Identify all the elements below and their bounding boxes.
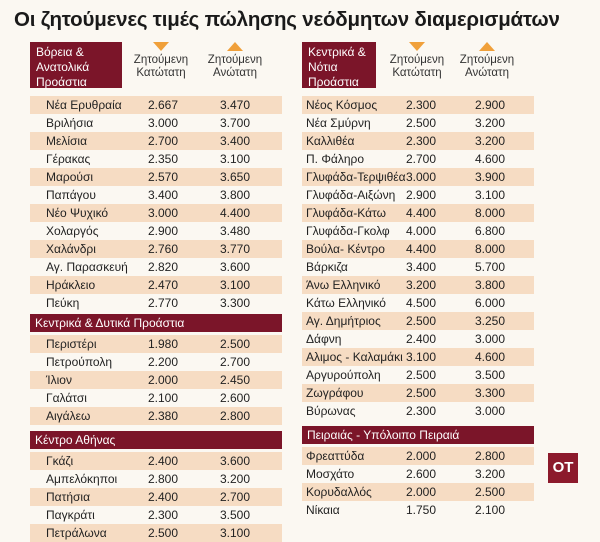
max-price: 2.700 (220, 355, 251, 369)
table-row (302, 258, 534, 276)
max-price: 5.700 (475, 260, 506, 274)
area-name: Φρεαττύδα (306, 449, 365, 463)
max-price: 2.500 (475, 485, 506, 499)
table-row (302, 114, 534, 132)
max-price: 8.000 (475, 206, 506, 220)
table-row (30, 150, 282, 168)
table-row (30, 506, 282, 524)
area-name: Περιστέρι (46, 337, 97, 351)
max-price: 3.600 (220, 260, 251, 274)
area-name: Γαλάτσι (46, 391, 87, 405)
max-price: 3.400 (220, 134, 251, 148)
max-price: 3.100 (220, 152, 251, 166)
min-price: 2.400 (406, 332, 437, 346)
area-name: Νέα Ερυθραία (46, 98, 122, 112)
min-price: 2.500 (406, 314, 437, 328)
area-name: Ίλιον (46, 373, 72, 387)
area-name: Βάρκιζα (306, 260, 348, 274)
table-row (30, 353, 282, 371)
min-price: 3.400 (148, 188, 179, 202)
table-row (302, 168, 534, 186)
right-column (302, 42, 534, 519)
min-price: 3.400 (406, 260, 437, 274)
area-name: Παπάγου (46, 188, 96, 202)
section-header: Πειραιάς - Υπόλοιπο Πειραιά (302, 426, 534, 444)
section-rows (30, 452, 282, 542)
min-price: 2.470 (148, 278, 179, 292)
max-price: 3.700 (220, 116, 251, 130)
area-name: Γκάζι (46, 454, 74, 468)
table-row (30, 452, 282, 470)
max-price: 3.200 (475, 116, 506, 130)
max-price-label: Ζητούμενη Ανώτατη (207, 54, 263, 79)
min-price: 2.570 (148, 170, 179, 184)
table-row (302, 447, 534, 465)
table-row (302, 402, 534, 420)
area-name: Γλυφάδα-Τερψιθέα (306, 170, 406, 184)
max-price: 2.100 (475, 503, 506, 517)
arrow-down-icon (409, 42, 425, 51)
table-row (302, 204, 534, 222)
area-name: Αγ. Παρασκευή (46, 260, 128, 274)
section-rows (302, 447, 534, 519)
area-name: Άνω Ελληνικό (306, 278, 381, 292)
area-name: Αμπελόκηποι (46, 472, 118, 486)
area-name: Νέος Κόσμος (306, 98, 378, 112)
min-price: 1.750 (406, 503, 437, 517)
min-price: 2.700 (406, 152, 437, 166)
table-row (302, 186, 534, 204)
min-price: 2.300 (406, 404, 437, 418)
min-price: 4.500 (406, 296, 437, 310)
min-price: 2.900 (406, 188, 437, 202)
min-price: 2.900 (148, 224, 179, 238)
area-name: Νέα Σμύρνη (306, 116, 371, 130)
max-price: 3.900 (475, 170, 506, 184)
table-row (30, 168, 282, 186)
table-row (302, 501, 534, 519)
max-price: 3.100 (475, 188, 506, 202)
max-price: 3.100 (220, 526, 251, 540)
max-price: 3.500 (475, 368, 506, 382)
min-price: 2.300 (406, 98, 437, 112)
area-name: Αγ. Δημήτριος (306, 314, 381, 328)
table-row (302, 276, 534, 294)
table-row (30, 524, 282, 542)
table-row (302, 465, 534, 483)
max-price: 3.800 (475, 278, 506, 292)
area-name: Νίκαια (306, 503, 340, 517)
area-name: Χολαργός (46, 224, 99, 238)
area-name: Πετράλωνα (46, 526, 107, 540)
area-name: Χαλάνδρι (46, 242, 96, 256)
min-price: 2.700 (148, 134, 179, 148)
area-name: Π. Φάληρο (306, 152, 365, 166)
max-price: 3.500 (220, 508, 251, 522)
max-price: 6.000 (475, 296, 506, 310)
min-price: 2.000 (406, 449, 437, 463)
section-header: Κέντρο Αθήνας (30, 431, 282, 449)
min-price: 1.980 (148, 337, 179, 351)
ot-logo: OT (548, 453, 578, 483)
page-title: Οι ζητούμενες τιμές πώλησης νεόδμητων διαμερισμάτων (14, 8, 560, 31)
min-price: 3.100 (406, 350, 437, 364)
max-price: 3.470 (220, 98, 251, 112)
max-price: 2.700 (220, 490, 251, 504)
region-label: Κεντρικά & Νότια Προάστια (302, 42, 376, 88)
left-column (30, 42, 282, 542)
left-header (30, 42, 282, 92)
max-price-label: Ζητούμενη Ανώτατη (459, 54, 515, 79)
min-price: 4.400 (406, 242, 437, 256)
area-name: Μαρούσι (46, 170, 94, 184)
table-row (30, 240, 282, 258)
min-price: 2.770 (148, 296, 179, 310)
table-row (30, 114, 282, 132)
min-price: 3.000 (406, 170, 437, 184)
area-name: Αργυρούπολη (306, 368, 381, 382)
area-name: Γλυφάδα-Γκολφ (306, 224, 390, 238)
max-price: 3.000 (475, 332, 506, 346)
min-price: 3.000 (148, 116, 179, 130)
min-price: 2.500 (148, 526, 179, 540)
max-price: 2.600 (220, 391, 251, 405)
max-price: 3.600 (220, 454, 251, 468)
table-row (302, 483, 534, 501)
table-row (30, 470, 282, 488)
table-row (302, 366, 534, 384)
max-price: 3.300 (475, 386, 506, 400)
min-price: 3.200 (406, 278, 437, 292)
table-row (30, 132, 282, 150)
min-price: 2.760 (148, 242, 179, 256)
area-name: Μοσχάτο (306, 467, 355, 481)
min-price: 2.380 (148, 409, 179, 423)
table-row (30, 294, 282, 312)
min-price: 2.300 (148, 508, 179, 522)
max-price: 4.600 (475, 152, 506, 166)
area-name: Πατήσια (46, 490, 91, 504)
table-row (302, 348, 534, 366)
min-price-label: Ζητούμενη Κατώτατη (133, 54, 189, 79)
arrow-down-icon (153, 42, 169, 51)
area-name: Βύρωνας (306, 404, 356, 418)
area-name: Αιγάλεω (46, 409, 91, 423)
min-price-label: Ζητούμενη Κατώτατη (389, 54, 445, 79)
left-rows (30, 96, 282, 312)
min-price: 2.820 (148, 260, 179, 274)
area-name: Νέο Ψυχικό (46, 206, 109, 220)
min-price: 2.800 (148, 472, 179, 486)
min-price: 2.100 (148, 391, 179, 405)
min-price: 2.200 (148, 355, 179, 369)
area-name: Κάτω Ελληνικό (306, 296, 386, 310)
min-price: 4.000 (406, 224, 437, 238)
max-price: 3.250 (475, 314, 506, 328)
min-price: 4.400 (406, 206, 437, 220)
min-price-header (126, 42, 196, 80)
min-price: 2.500 (406, 368, 437, 382)
region-label: Βόρεια & Ανατολικά Προάστια (30, 42, 122, 88)
min-price: 2.400 (148, 490, 179, 504)
max-price-header (200, 42, 270, 80)
max-price: 2.450 (220, 373, 251, 387)
min-price: 2.400 (148, 454, 179, 468)
table-row (302, 150, 534, 168)
min-price: 2.350 (148, 152, 179, 166)
area-name: Ζωγράφου (306, 386, 364, 400)
table-row (302, 384, 534, 402)
min-price: 3.000 (148, 206, 179, 220)
area-name: Πεύκη (46, 296, 80, 310)
table-row (302, 330, 534, 348)
min-price: 2.300 (406, 134, 437, 148)
table-row (302, 240, 534, 258)
area-name: Αλιμος - Καλαμάκι (306, 350, 403, 364)
table-row (30, 276, 282, 294)
min-price: 2.000 (148, 373, 179, 387)
table-row (30, 204, 282, 222)
area-name: Γλυφάδα-Κάτω (306, 206, 386, 220)
max-price: 2.900 (475, 98, 506, 112)
area-name: Πετρούπολη (46, 355, 113, 369)
max-price: 4.400 (220, 206, 251, 220)
max-price: 3.480 (220, 224, 251, 238)
table-row (30, 389, 282, 407)
arrow-up-icon (479, 42, 495, 51)
section-rows (30, 335, 282, 425)
max-price: 3.650 (220, 170, 251, 184)
max-price-header (452, 42, 522, 80)
area-name: Παγκράτι (46, 508, 95, 522)
arrow-up-icon (227, 42, 243, 51)
max-price: 4.600 (475, 350, 506, 364)
max-price: 3.800 (220, 188, 251, 202)
table-row (30, 335, 282, 353)
min-price: 2.000 (406, 485, 437, 499)
max-price: 3.770 (220, 242, 251, 256)
area-name: Δάφνη (306, 332, 342, 346)
area-name: Γλυφάδα-Αιξώνη (306, 188, 396, 202)
area-name: Μελίσια (46, 134, 88, 148)
max-price: 3.300 (220, 296, 251, 310)
area-name: Κορυδαλλός (306, 485, 372, 499)
max-price: 3.200 (475, 467, 506, 481)
table-row (30, 222, 282, 240)
max-price: 6.800 (475, 224, 506, 238)
table-row (30, 258, 282, 276)
area-name: Βούλα- Κέντρο (306, 242, 385, 256)
area-name: Βριλήσια (46, 116, 94, 130)
max-price: 3.200 (475, 134, 506, 148)
table-row (30, 488, 282, 506)
section-header: Κεντρικά & Δυτικά Προάστια (30, 314, 282, 332)
max-price: 2.800 (220, 409, 251, 423)
max-price: 3.100 (220, 278, 251, 292)
max-price: 2.500 (220, 337, 251, 351)
min-price: 2.600 (406, 467, 437, 481)
max-price: 8.000 (475, 242, 506, 256)
table-row (302, 222, 534, 240)
min-price: 2.500 (406, 116, 437, 130)
table-row (302, 96, 534, 114)
right-rows (302, 96, 534, 420)
max-price: 3.200 (220, 472, 251, 486)
min-price: 2.667 (148, 98, 179, 112)
area-name: Γέρακας (46, 152, 91, 166)
table-row (30, 371, 282, 389)
table-row (302, 132, 534, 150)
area-name: Καλλιθέα (306, 134, 355, 148)
right-header (302, 42, 534, 92)
table-row (30, 407, 282, 425)
max-price: 2.800 (475, 449, 506, 463)
table-row (302, 294, 534, 312)
min-price: 2.500 (406, 386, 437, 400)
table-row (30, 186, 282, 204)
table-row (30, 96, 282, 114)
min-price-header (382, 42, 452, 80)
max-price: 3.000 (475, 404, 506, 418)
area-name: Ηράκλειο (46, 278, 96, 292)
table-row (302, 312, 534, 330)
